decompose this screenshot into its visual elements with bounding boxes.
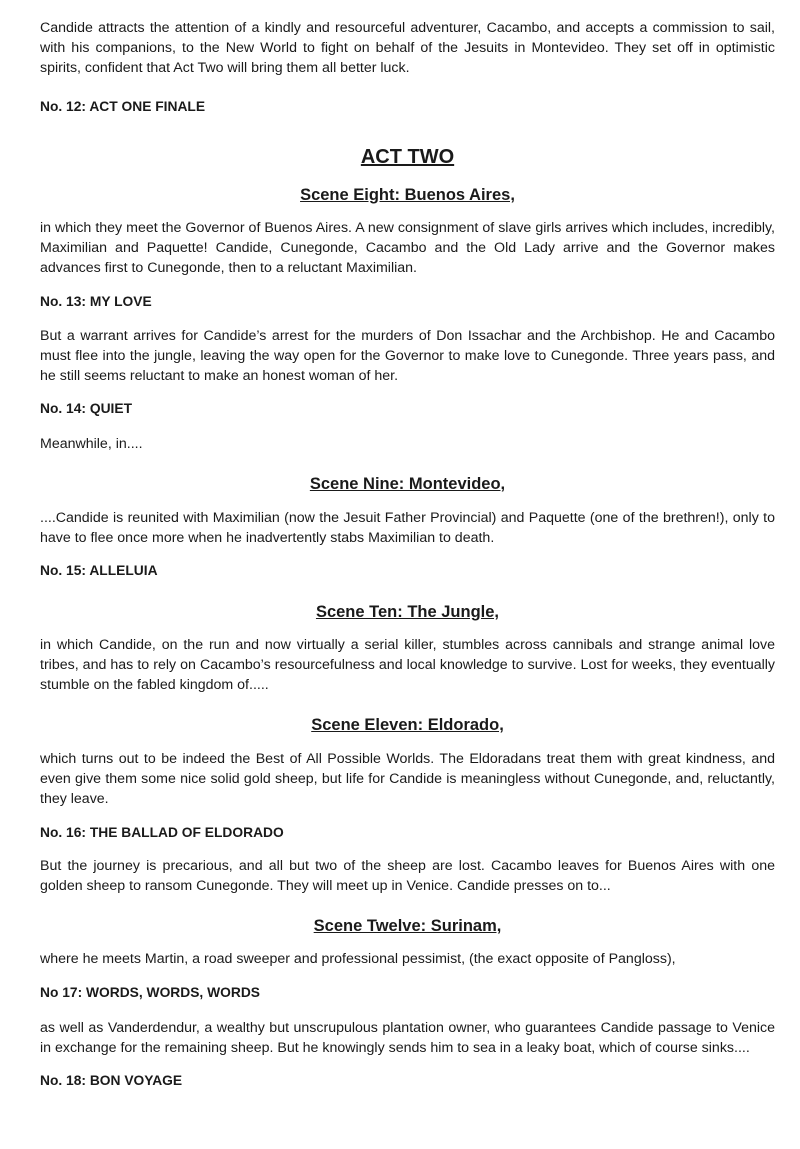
meanwhile-paragraph: Meanwhile, in.... <box>40 436 143 452</box>
song-heading-14: No. 14: QUIET <box>40 401 132 416</box>
act-title: ACT TWO <box>360 146 455 168</box>
scene-8-paragraph: in which they meet the Governor of Buenos Aires. A new consignment of slave girls arrives which includes, incredibly, Maximilian and Paquette! Candide, Cunegonde, Cacambo and the Old Lady arrive and the Governor makes advances first to Cunegonde, then to a reluctant Maximilian. <box>40 220 775 276</box>
song-heading-16: No. 16: THE BALLAD OF ELDORADO <box>40 825 284 840</box>
scene-12-paragraph: where he meets Martin, a road sweeper and professional pessimist, (the exact opposite of Pangloss), <box>40 951 676 967</box>
scene-8-title: Scene Eight: Buenos Aires, <box>300 186 515 204</box>
journey-paragraph: But the journey is precarious, and all but two of the sheep are lost. Cacambo leaves for Buenos Aires with one golden sheep to ransom Cunegonde. They will meet up in Venice. Candide presses on to... <box>40 858 775 894</box>
scene-11-paragraph: which turns out to be indeed the Best of All Possible Worlds. The Eldoradans treat them with great kindness, and even give them some nice solid gold sheep, but life for Candide is meaningless without Cunegonde, and, reluctantly, they leave. <box>40 751 775 807</box>
scene-9-title: Scene Nine: Montevideo, <box>309 475 506 493</box>
document-page <box>40 18 775 1091</box>
warrant-paragraph: But a warrant arrives for Candide’s arrest for the murders of Don Issachar and the Archbishop. He and Cacambo must flee into the jungle, leaving the way open for the Governor to make love to Cunegonde. Three years pass, and he still seems reluctant to make an honest woman of her. <box>40 328 775 384</box>
song-heading-12: No. 12: ACT ONE FINALE <box>40 99 206 114</box>
scene-12-title: Scene Twelve: Surinam, <box>313 917 502 935</box>
intro-paragraph: Candide attracts the attention of a kindly and resourceful adventurer, Cacambo, and accepts a commission to sail, with his companions, to the New World to fight on behalf of the Jesuits in Montevideo. They set off in optimistic spirits, confident that Act Two will bring them all better luck. <box>40 20 775 76</box>
scene-10-paragraph: in which Candide, on the run and now virtually a serial killer, stumbles across cannibals and strange animal love tribes, and has to rely on Cacambo’s resourcefulness and local knowledge to survive. Lost for weeks, they eventually stumble on the fabled kingdom of..... <box>40 637 775 693</box>
song-heading-13: No. 13: MY LOVE <box>40 294 152 309</box>
song-heading-17: No 17: WORDS, WORDS, WORDS <box>40 985 260 1000</box>
song-heading-18: No. 18: BON VOYAGE <box>40 1073 183 1088</box>
vanderdendur-paragraph: as well as Vanderdendur, a wealthy but unscrupulous plantation owner, who guarantees Candide passage to Venice in exchange for the remaining sheep. But he knowingly sends him to sea in a leaky boat, which of course sinks.... <box>40 1020 775 1056</box>
scene-9-paragraph: ....Candide is reunited with Maximilian (now the Jesuit Father Provincial) and Paquette (one of the brethren!), only to have to flee once more when he inadvertently stabs Maximilian to death. <box>40 510 775 546</box>
song-heading-15: No. 15: ALLELUIA <box>40 563 158 578</box>
scene-11-title: Scene Eleven: Eldorado, <box>311 716 504 734</box>
scene-10-title: Scene Ten: The Jungle, <box>315 603 500 621</box>
